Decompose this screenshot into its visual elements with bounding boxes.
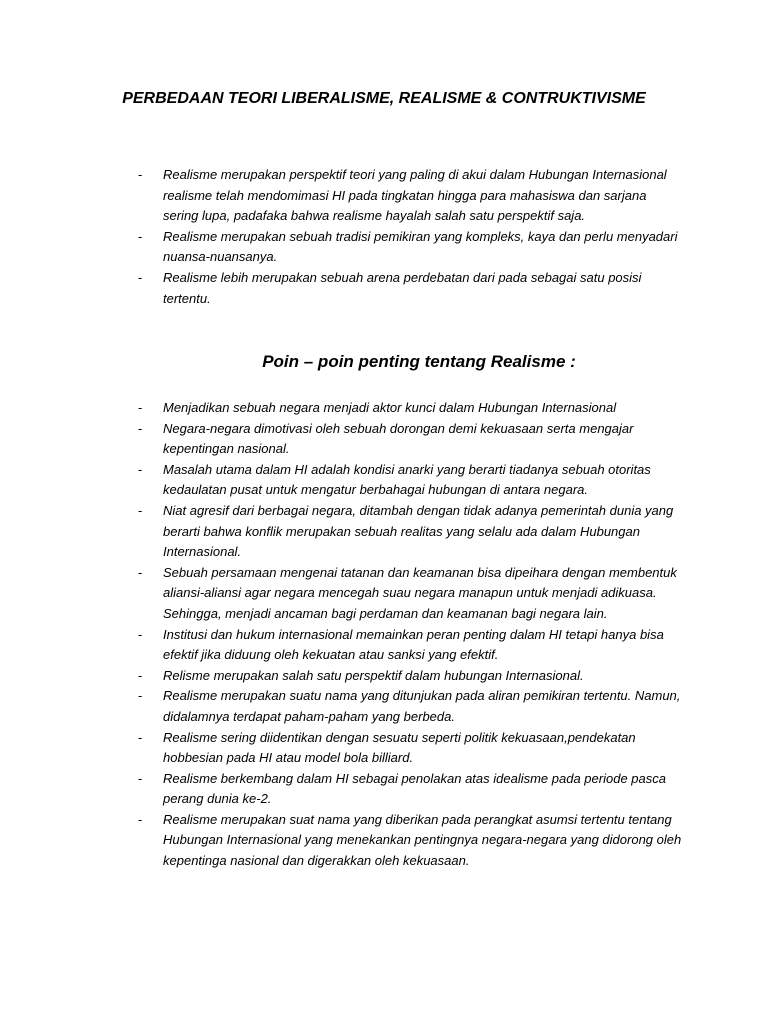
bullet-dash: -	[138, 729, 143, 745]
list-item-text: Masalah utama dalam HI adalah kondisi anarki yang berarti tiadanya sebuah otoritas kedaulatan pusat untuk mengatur berbahagai hubungan di antara negara.	[163, 461, 651, 498]
list-item	[138, 165, 683, 227]
list-item-text: Realisme merupakan sebuah tradisi pemikiran yang kompleks, kaya dan perlu menyadari nuansa-nuansanya.	[163, 228, 678, 265]
list-item-text: Realisme sering diidentikan dengan sesuatu seperti politik kekuasaan,pendekatan hobbesian pada HI atau model bola billiard.	[163, 729, 636, 766]
list-item	[138, 398, 683, 419]
list-item-text: Realisme merupakan suatu nama yang ditunjukan pada aliran pemikiran tertentu. Namun, didalamnya terdapat paham-paham yang berbeda.	[163, 688, 681, 724]
intro-point-list	[138, 165, 683, 309]
list-item	[138, 686, 683, 727]
list-item	[138, 227, 683, 268]
list-item	[138, 563, 683, 625]
list-item	[138, 460, 683, 501]
list-item	[138, 268, 683, 309]
document-title: PERBEDAAN TEORI LIBERALISME, REALISME & CONTRUKTIVISME	[122, 90, 646, 107]
bullet-dash: -	[138, 811, 143, 827]
bullet-dash: -	[138, 461, 143, 477]
list-item	[138, 728, 683, 769]
list-item	[138, 769, 683, 810]
list-item	[138, 419, 683, 460]
list-item	[138, 501, 683, 563]
list-item-text: Negara-negara dimotivasi oleh sebuah dorongan demi kekuasaan serta mengajar kepentingan nasional.	[163, 420, 634, 457]
list-item-text: Realisme merupakan perspektif teori yang paling di akui dalam Hubungan Internasional realisme telah mendomimasi HI pada tingkatan hingga para mahasiswa dan sarjana sering lupa, padafaka bahwa realisme hayalah salah satu perspektif saja.	[163, 167, 667, 224]
key-point-list	[138, 398, 683, 872]
list-item-text: Realisme merupakan suat nama yang diberikan pada perangkat asumsi tertentu tentang Hubungan Internasional yang menekankan pentingnya negara-negara yang didorong oleh kepentinga nasional dan digerakkan oleh kekuasaan.	[163, 811, 682, 869]
list-item	[138, 625, 683, 666]
section-heading: Poin – poin penting tentang Realisme :	[262, 352, 576, 371]
bullet-dash: -	[138, 564, 143, 580]
list-item-text: Realisme lebih merupakan sebuah arena perdebatan dari pada sebagai satu posisi tertentu.	[163, 269, 642, 306]
list-item-text: Realisme berkembang dalam HI sebagai penolakan atas idealisme pada periode pasca perang dunia ke-2.	[163, 770, 666, 807]
bullet-dash: -	[138, 228, 143, 244]
bullet-dash: -	[138, 688, 143, 704]
bullet-dash: -	[138, 667, 143, 683]
list-item-text: Sebuah persamaan mengenai tatanan dan keamanan bisa dipeihara dengan membentuk aliansi-aliansi agar negara mencegah suau negara manapun untuk menjadi adikuasa. Sehingga, menjadi ancaman bagi perdaman dan keamanan bagi negara lain.	[163, 564, 677, 621]
bullet-dash: -	[138, 420, 143, 436]
bullet-dash: -	[138, 626, 143, 642]
bullet-dash: -	[138, 269, 143, 285]
bullet-dash: -	[138, 770, 143, 786]
list-item-text: Institusi dan hukum internasional memainkan peran penting dalam HI tetapi hanya bisa efektif jika diduung oleh kekuatan atau sanksi yang efektif.	[163, 626, 664, 663]
bullet-dash: -	[138, 167, 143, 182]
list-item	[138, 666, 683, 687]
list-item	[138, 810, 683, 872]
list-item-text: Relisme merupakan salah satu perspektif dalam hubungan Internasional.	[163, 667, 584, 683]
list-item-text: Menjadikan sebuah negara menjadi aktor kunci dalam Hubungan Internasional	[163, 400, 617, 415]
bullet-dash: -	[138, 502, 143, 518]
list-item-text: Niat agresif dari berbagai negara, ditambah dengan tidak adanya pemerintah dunia yang berarti bahwa konflik merupakan sebuah realitas yang selalu ada dalam Hubungan Internasional.	[163, 502, 674, 560]
bullet-dash: -	[138, 400, 143, 415]
